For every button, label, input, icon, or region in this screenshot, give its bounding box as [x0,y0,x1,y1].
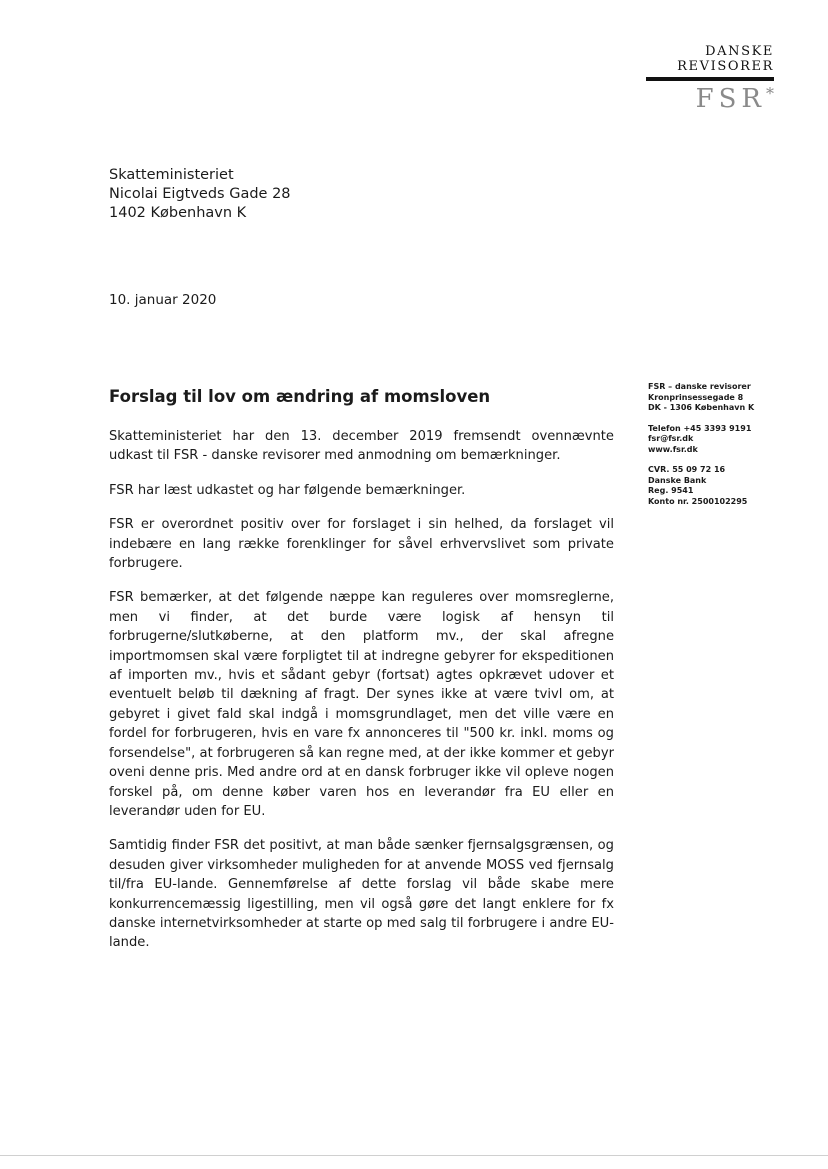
logo-mark-text: FSR [695,84,766,114]
recipient-street: Nicolai Eigtveds Gade 28 [109,186,291,202]
sender-city: DK - 1306 København K [648,403,755,412]
sender-reg: Reg. 9541 [648,486,694,495]
sender-bank: Danske Bank [648,475,707,485]
sender-info [648,382,754,517]
sender-bank-block [648,465,754,507]
paragraph-1: Skatteministeriet har den 13. december 2019 fremsendt ovennævnte udkast til FSR - danske revisorer med anmodning om bemærkninger. [109,429,614,464]
letter-date: 10. januar 2020 [109,292,217,308]
paragraph-4: FSR bemærker, at det følgende næppe kan reguleres over momsreglerne, men vi finder, at det burde være logisk af hensyn til forbrugerne/slutkøberne, at den platform mv., der skal afregne importmomsen skal være forpligtet til at indregne gebyrer for ekspeditionen af importen mv., hvis et sådant gebyr (fortsat) agtes opkrævet udover et eventuelt beløb til dækning af fragt. Der synes ikke at være tvivl om, at gebyret i givet fald skal indgå i momsgrundlaget, men det ville være en fordel for forbrugeren, hvis en vare fx annonceres til "500 kr. inkl. moms og forsendelse", at forbrugeren så kan regne med, at der ikke kommer et gebyr oveni denne pris. Med andre ord at en dansk forbruger ikke vil opleve nogen forskel på, om denne køber varen hos en leverandør fra EU eller en leverandør uden for EU. [109,590,614,819]
logo-line-danske: DANSKE [705,44,774,59]
letter-body [109,427,614,968]
page-bottom-rule [0,1155,828,1156]
letter-title: Forslag til lov om ændring af momsloven [109,387,491,406]
paragraph-2: FSR har læst udkastet og har følgende bemærkninger. [109,482,466,498]
sender-web: www.fsr.dk [648,444,698,454]
paragraph-3: FSR er overordnet positiv over for forslaget i sin helhed, da forslaget vil indebære en lang række forenklinger for såvel erhvervslivet som private forbrugere. [109,517,614,572]
paragraph-5: Samtidig finder FSR det positivt, at man både sænker fjernsalgsgrænsen, og desuden giver virksomheder muligheden for at anvende MOSS ved fjernsalg til/fra EU-lande. Gennemførelse af dette forslag vil både skabe mere konkurrencemæssig ligestilling, men vil også gøre det langt enklere for fx danske internetvirksomheder at starte op med salg til forbrugere i andre EU-lande. [109,838,614,951]
sender-phone: Telefon +45 3393 9191 [648,423,752,433]
recipient-name: Skatteministeriet [109,167,234,183]
logo-mark [646,81,774,112]
sender-org: FSR – danske revisorer [648,382,751,391]
sender-street: Kronprinsessegade 8 [648,392,744,402]
fsr-logo [646,44,774,112]
recipient-city: 1402 København K [109,205,247,221]
sender-email: fsr@fsr.dk [648,434,694,443]
sender-address-block [648,382,754,414]
logo-line-revisorer: REVISORER [677,59,774,74]
sender-contact-block [648,424,754,456]
sender-cvr: CVR. 55 09 72 16 [648,465,726,474]
logo-mark-star: * [766,84,774,103]
sender-account: Konto nr. 2500102295 [648,496,748,506]
recipient-address [109,166,291,223]
